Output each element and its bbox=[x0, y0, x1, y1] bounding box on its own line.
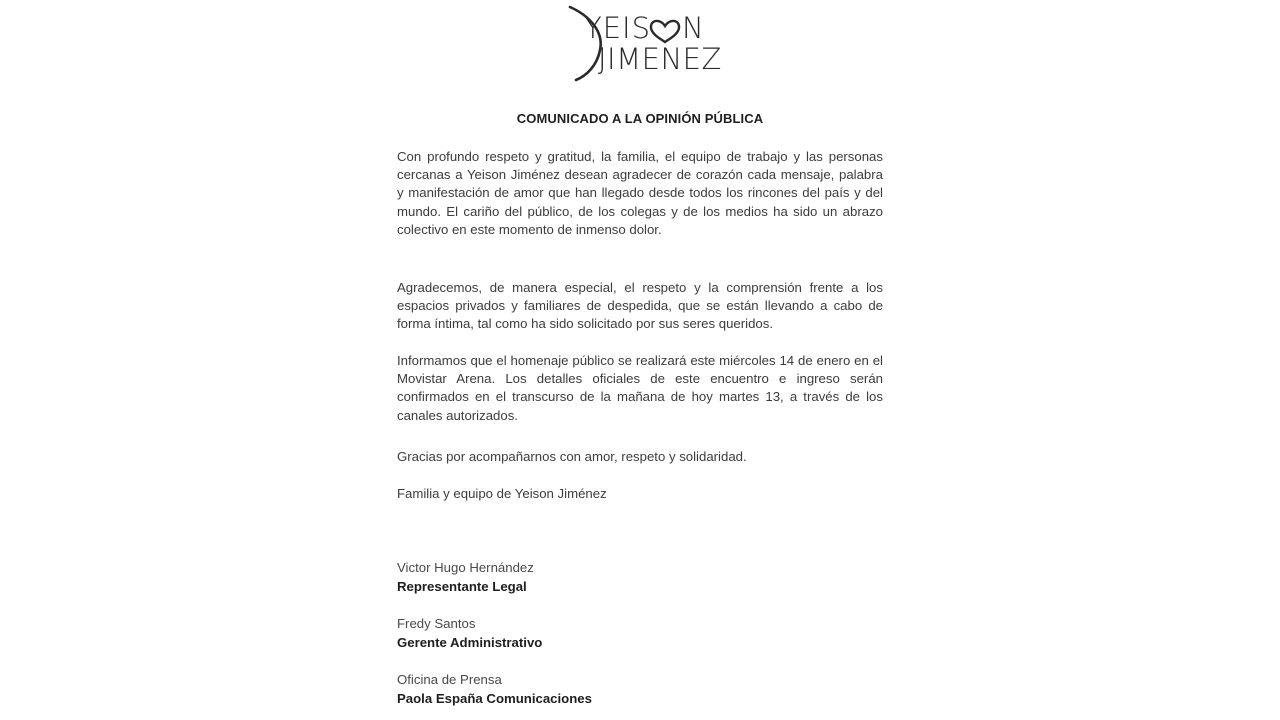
signature-role: Representante Legal bbox=[397, 579, 527, 594]
paragraph-privacy: Agradecemos, de manera especial, el respeto y la comprensión frente a los espacios privados y familiares de despedida, que se están llevando a cabo de forma íntima, tal como ha sido solicitado por sus seres queridos. bbox=[397, 280, 883, 332]
signature-role: Gerente Administrativo bbox=[397, 635, 543, 650]
paragraph-sign-off: Familia y equipo de Yeison Jiménez bbox=[397, 486, 607, 501]
signature-legal-representative bbox=[397, 558, 534, 596]
logo-line-1: YEIS bbox=[584, 11, 651, 45]
heart-o-icon bbox=[651, 21, 679, 42]
signature-name: Victor Hugo Hernández bbox=[397, 560, 534, 575]
signature-name: Fredy Santos bbox=[397, 616, 476, 631]
document-title: COMUNICADO A LA OPINIÓN PÚBLICA bbox=[516, 111, 764, 126]
signature-administrative-manager bbox=[397, 614, 542, 652]
paragraph-public-tribute: Informamos que el homenaje público se realizará este miércoles 14 de enero en el Movistar Arena. Los detalles oficiales de este encuentro e ingreso serán confirmados en el transcurso de la mañana de hoy martes 13, a través de los canales autorizados. bbox=[397, 353, 883, 423]
logo-line-1-end: N bbox=[682, 11, 704, 45]
logo-line-2: JIMENEZ bbox=[598, 42, 722, 76]
yeison-jimenez-logo bbox=[562, 2, 722, 84]
logo-graphic bbox=[562, 2, 722, 84]
paragraph-thanks: Gracias por acompañarnos con amor, respeto y solidaridad. bbox=[397, 449, 747, 464]
signature-role: Paola España Comunicaciones bbox=[397, 691, 592, 706]
signature-press-office bbox=[397, 670, 592, 708]
paragraph-gratitude: Con profundo respeto y gratitud, la familia, el equipo de trabajo y las personas cercanas a Yeison Jiménez desean agradecer de corazón cada mensaje, palabra y manifestación de amor que han llegado desde todos los rincones del país y del mundo. El cariño del público, de los colegas y de los medios ha sido un abrazo colectivo en este momento de inmenso dolor. bbox=[397, 149, 883, 237]
signature-name: Oficina de Prensa bbox=[397, 672, 502, 687]
